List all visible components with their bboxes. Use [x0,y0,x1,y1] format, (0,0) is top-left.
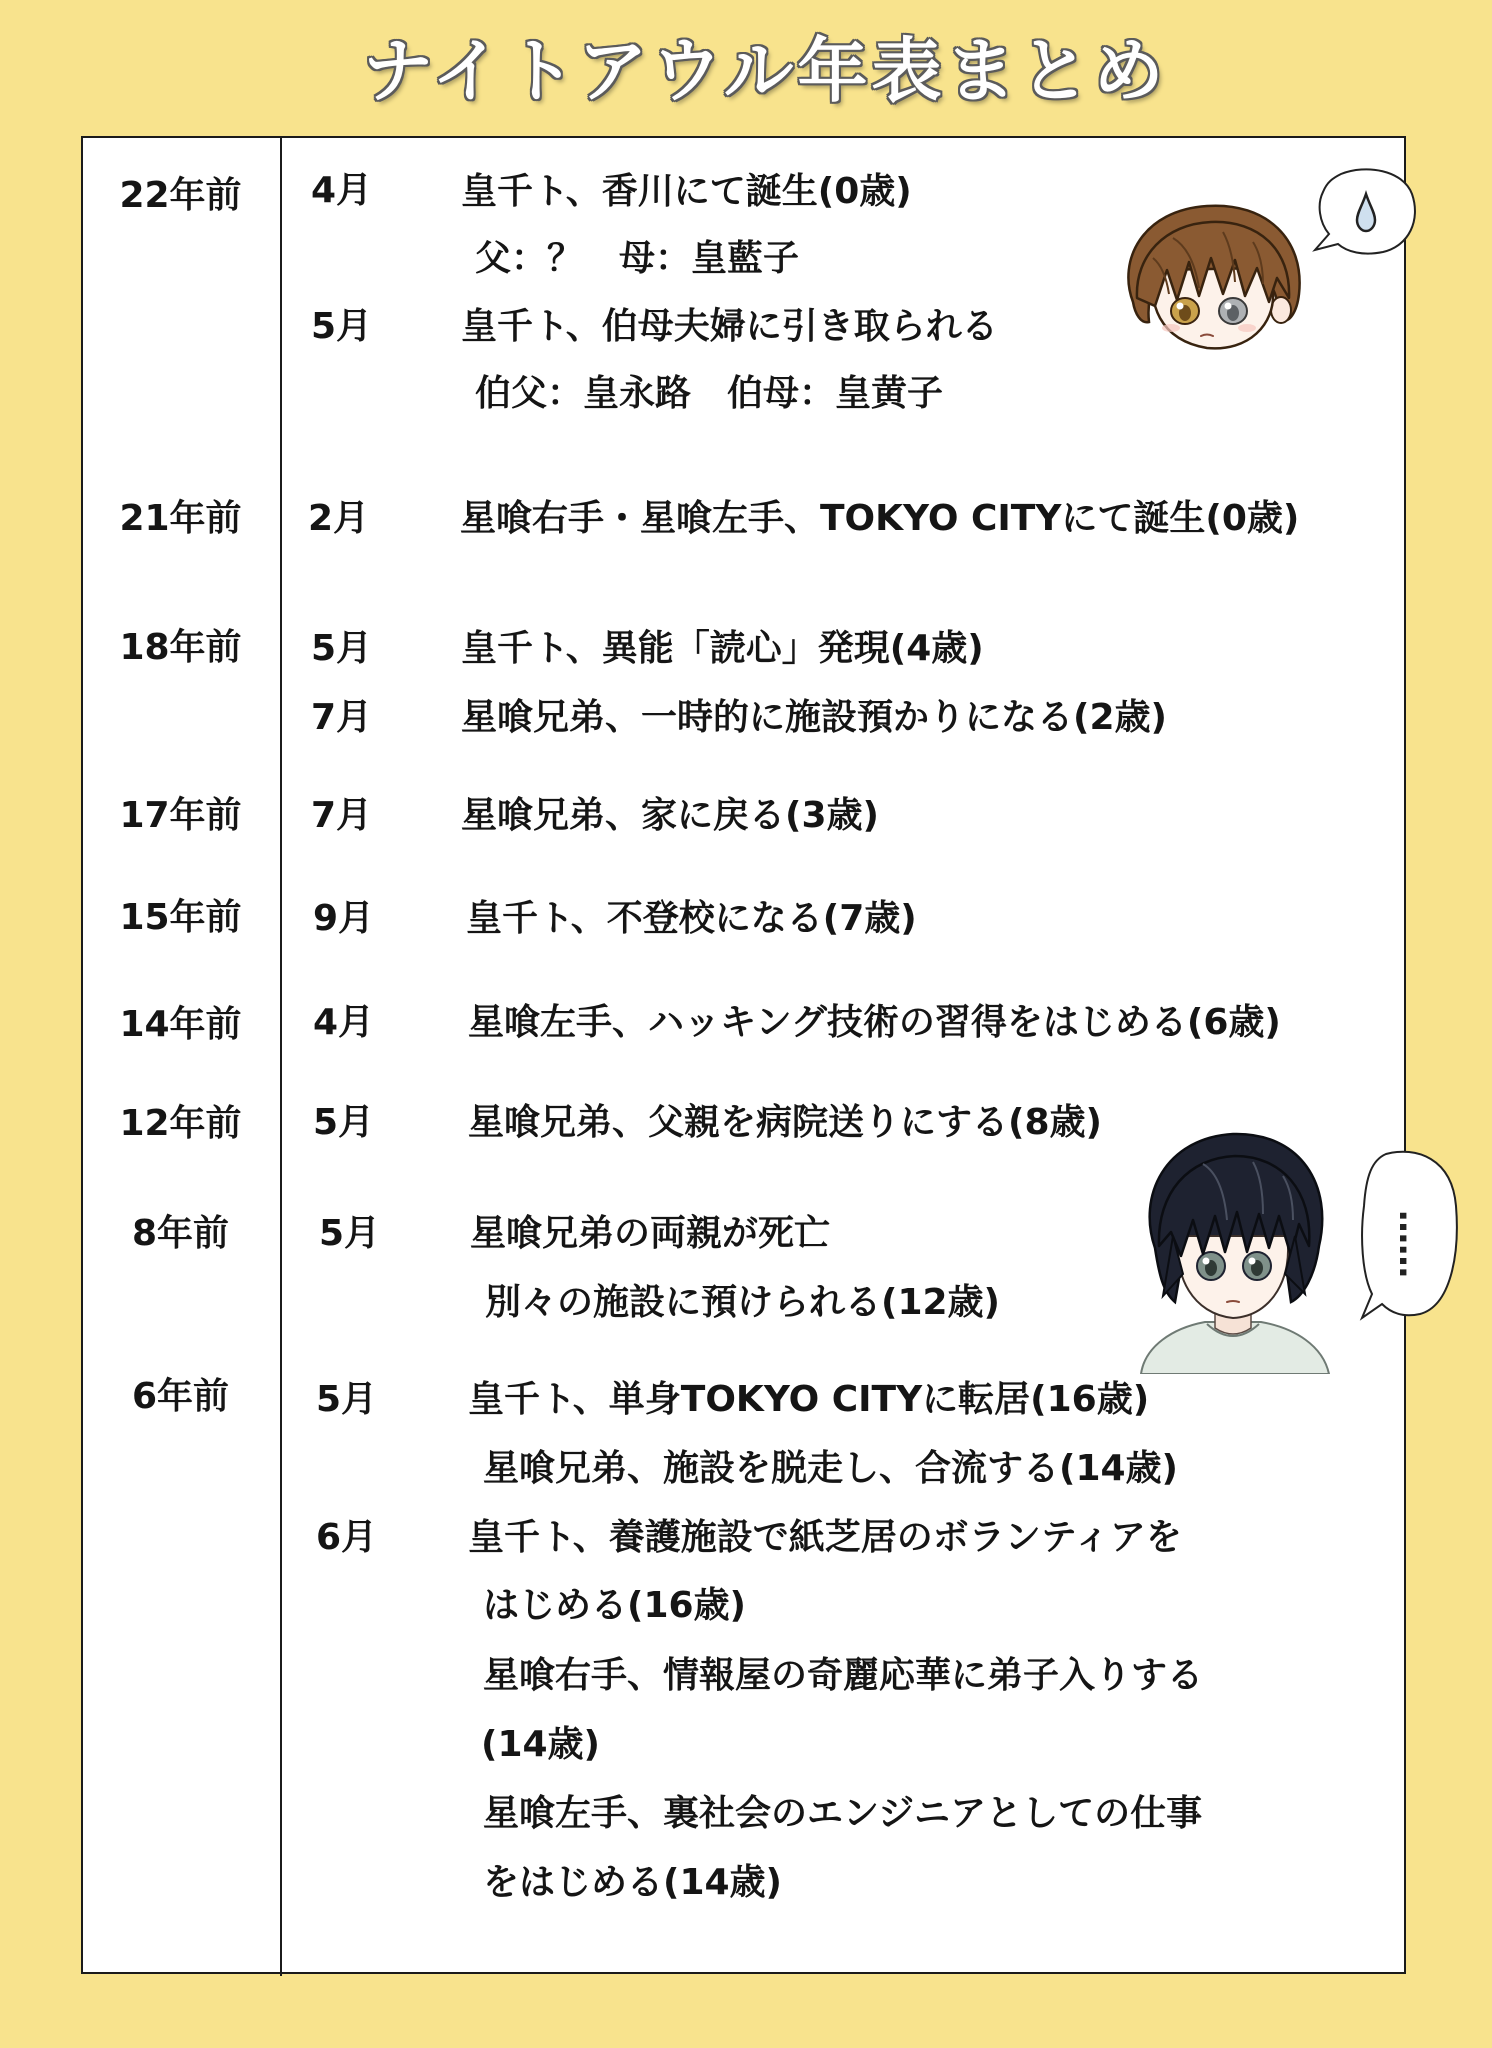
character-avatar-black-hair [1133,1124,1333,1374]
timeline-year: 22年前 [119,175,242,216]
timeline-event-text: 星喰右手・星喰左手、TOKYO CITYにて誕生(0歳) [460,498,1300,539]
timeline-year: 18年前 [119,627,242,668]
timeline-event-text: (14歳) [481,1724,601,1765]
timeline-event-text: 星喰兄弟、一時的に施設預かりになる(2歳) [461,697,1167,738]
timeline-event-text: 星喰左手、裏社会のエンジニアとしての仕事 [483,1793,1203,1834]
timeline-month: 5月 [311,628,373,669]
page-title: ナイトアウル年表まとめ [362,30,1168,112]
timeline-month: 5月 [319,1213,381,1254]
timeline-event-text: 皇千ト、単身TOKYO CITYに転居(16歳) [468,1379,1150,1420]
timeline-event-text: 星喰左手、ハッキング技術の習得をはじめる(6歳) [468,1002,1281,1043]
timeline-event-text: 皇千ト、異能「読心」発現(4歳) [461,628,984,669]
timeline-year: 21年前 [119,498,242,539]
speech-bubble-sweat [1311,164,1421,262]
speech-bubble-text: …… [1391,1210,1431,1278]
timeline-month: 4月 [311,170,373,211]
character-avatar-brown-hair [1113,198,1307,354]
timeline-event-text: 皇千ト、香川にて誕生(0歳) [461,171,912,212]
face [1178,1236,1288,1318]
timeline-event-text: をはじめる(14歳) [483,1862,783,1903]
timeline-event-text: 伯父：皇永路 伯母：皇黄子 [475,373,944,414]
timeline-year: 6年前 [131,1376,230,1417]
timeline-event-text: 父：？ 母：皇藍子 [475,238,800,279]
timeline-month: 6月 [316,1517,378,1558]
timeline-event-text: 皇千ト、不登校になる(7歳) [466,898,917,939]
timeline-month: 2月 [308,498,370,539]
timeline-month: 5月 [316,1379,378,1420]
timeline-event-text: 星喰兄弟の両親が死亡 [470,1213,831,1254]
timeline-year: 8年前 [131,1213,230,1254]
timeline-month: 7月 [311,795,373,836]
timeline-month: 7月 [311,697,373,738]
timeline-event-text: 別々の施設に預けられる(12歳) [485,1282,1001,1323]
timeline-month: 5月 [313,1102,375,1143]
timeline-month: 4月 [313,1002,375,1043]
timeline-year: 12年前 [119,1103,242,1144]
timeline-event-text: 星喰兄弟、施設を脱走し、合流する(14歳) [483,1448,1179,1489]
timeline-event-text: 皇千ト、伯母夫婦に引き取られる [461,306,998,347]
timeline-event-text: 星喰右手、情報屋の奇麗応華に弟子入りする [483,1655,1204,1696]
timeline-year: 14年前 [119,1004,242,1045]
column-divider [280,136,282,1976]
timeline-year: 15年前 [119,897,242,938]
timeline-year: 17年前 [119,795,242,836]
timeline-event-text: 星喰兄弟、父親を病院送りにする(8歳) [468,1102,1102,1143]
timeline-event-text: 皇千ト、養護施設で紙芝居のボランティアを [468,1517,1182,1558]
timeline-month: 5月 [311,306,373,347]
timeline-event-text: 星喰兄弟、家に戻る(3歳) [461,795,879,836]
timeline-event-text: はじめる(16歳) [483,1585,747,1626]
timeline-month: 9月 [313,898,375,939]
